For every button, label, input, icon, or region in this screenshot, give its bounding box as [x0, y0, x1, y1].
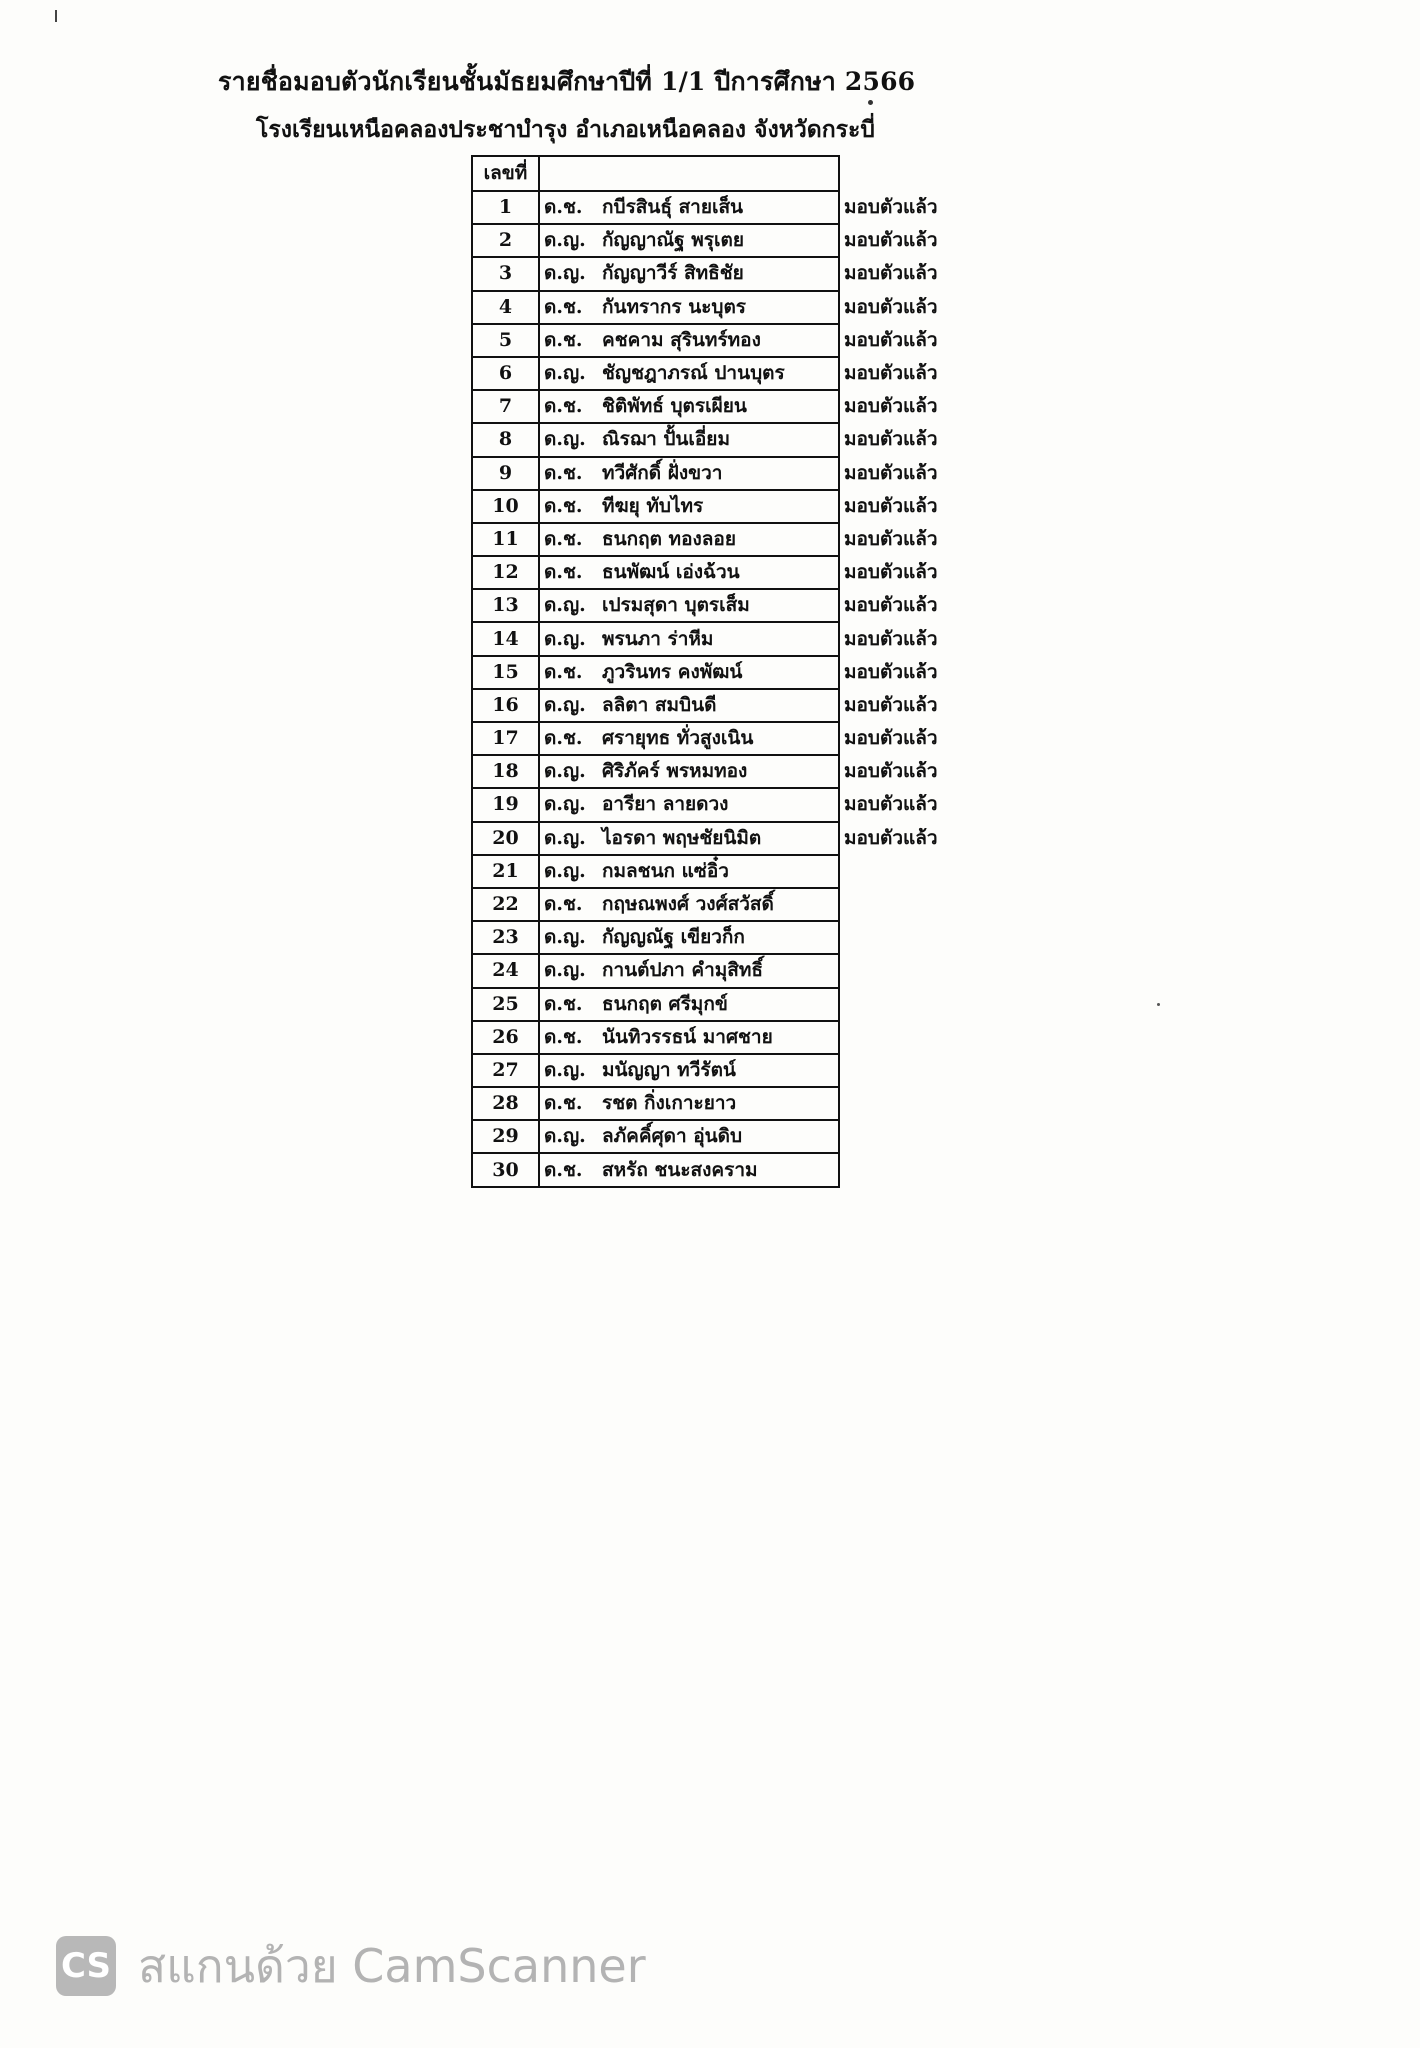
- table-row: [472, 855, 949, 888]
- row-number: 22: [472, 888, 539, 921]
- student-name: ศิริภัคร์ พรหมทอง: [602, 760, 748, 783]
- table-row: [472, 423, 949, 456]
- row-number: 7: [472, 390, 539, 423]
- row-number: 10: [472, 490, 539, 523]
- table-row: [472, 357, 949, 390]
- row-number: 2: [472, 224, 539, 257]
- table-row: [472, 257, 949, 290]
- student-name: คชคาม สุรินทร์ทอง: [602, 328, 761, 351]
- student-name: ชัญชฎาภรณ์ ปานบุตร: [602, 362, 785, 385]
- student-name-cell: [539, 390, 839, 423]
- name-prefix: ด.ช.: [544, 461, 583, 484]
- row-number: 23: [472, 921, 539, 954]
- row-number: 25: [472, 988, 539, 1021]
- student-name-cell: [539, 1120, 839, 1153]
- student-name-cell: [539, 921, 839, 954]
- student-name-cell: [539, 722, 839, 755]
- student-name-cell: [539, 357, 839, 390]
- enrollment-status: มอบตัวแล้ว: [844, 793, 938, 816]
- student-roster-table: [471, 155, 950, 1188]
- row-number: 19: [472, 788, 539, 821]
- row-number: 11: [472, 523, 539, 556]
- table-row: [472, 788, 949, 821]
- enrollment-status: มอบตัวแล้ว: [844, 395, 938, 418]
- name-prefix: ด.ญ.: [544, 262, 586, 285]
- student-name: ลลิตา สมบินดี: [602, 693, 717, 716]
- table-row: [472, 755, 949, 788]
- enrollment-status: มอบตัวแล้ว: [844, 295, 938, 318]
- name-prefix: ด.ญ.: [544, 859, 586, 882]
- table-row: [472, 988, 949, 1021]
- name-prefix: ด.ช.: [544, 561, 583, 584]
- student-name: กัญญณัฐ เขียวก็ก: [602, 926, 745, 949]
- scan-speck: [868, 100, 873, 105]
- table-row: [472, 656, 949, 689]
- row-number: 5: [472, 324, 539, 357]
- camscanner-watermark: [56, 1936, 646, 1996]
- enrollment-status: มอบตัวแล้ว: [844, 760, 938, 783]
- table-row: [472, 1021, 949, 1054]
- student-name: มนัญญา ทวีรัตน์: [602, 1058, 736, 1081]
- name-prefix: ด.ช.: [544, 1158, 583, 1181]
- name-prefix: ด.ญ.: [544, 693, 586, 716]
- name-prefix: ด.ญ.: [544, 760, 586, 783]
- student-name-cell: [539, 324, 839, 357]
- student-name-cell: [539, 589, 839, 622]
- row-number: 3: [472, 257, 539, 290]
- name-prefix: ด.ช.: [544, 328, 583, 351]
- student-name: เปรมสุดา บุตรเส็ม: [602, 594, 750, 617]
- enrollment-status: มอบตัวแล้ว: [844, 229, 938, 252]
- row-number: 8: [472, 423, 539, 456]
- student-name-cell: [539, 656, 839, 689]
- student-name: ณิรฌา ปั้นเอี่ยม: [602, 428, 730, 451]
- student-name-cell: [539, 622, 839, 655]
- name-prefix: ด.ช.: [544, 1092, 583, 1115]
- student-name: อารียา ลายดวง: [602, 793, 729, 816]
- student-name-cell: [539, 457, 839, 490]
- student-name-cell: [539, 1054, 839, 1087]
- row-number: 20: [472, 822, 539, 855]
- row-number: 24: [472, 954, 539, 987]
- name-prefix: ด.ญ.: [544, 229, 586, 252]
- table-row: [472, 490, 949, 523]
- student-name: ทวีศักดิ์ ฝั่งขวา: [602, 461, 723, 484]
- table-row: [472, 390, 949, 423]
- name-prefix: ด.ช.: [544, 727, 583, 750]
- table-row: [472, 1153, 949, 1186]
- student-name-cell: [539, 490, 839, 523]
- row-number: 1: [472, 191, 539, 224]
- enrollment-status: มอบตัวแล้ว: [844, 461, 938, 484]
- row-number: 28: [472, 1087, 539, 1120]
- student-name: กฤษณพงศ์ วงศ์สวัสดิ์: [602, 893, 774, 916]
- student-name: ศรายุทธ ทั่วสูงเนิน: [602, 727, 754, 750]
- row-number: 6: [472, 357, 539, 390]
- enrollment-status: [839, 888, 949, 921]
- enrollment-status: มอบตัวแล้ว: [844, 196, 938, 219]
- table-row: [472, 523, 949, 556]
- row-number: 27: [472, 1054, 539, 1087]
- enrollment-status: มอบตัวแล้ว: [844, 262, 938, 285]
- name-prefix: ด.ช.: [544, 527, 583, 550]
- name-prefix: ด.ญ.: [544, 428, 586, 451]
- name-prefix: ด.ช.: [544, 893, 583, 916]
- table-row: [472, 191, 949, 224]
- enrollment-status: มอบตัวแล้ว: [844, 594, 938, 617]
- student-name-cell: [539, 954, 839, 987]
- table-row: [472, 291, 949, 324]
- student-name: กบีรสินธุ์ สายเส็น: [602, 196, 744, 219]
- scan-speck: [1157, 1003, 1160, 1006]
- student-name: กันทรากร นะบุตร: [602, 295, 747, 318]
- name-prefix: ด.ญ.: [544, 1125, 586, 1148]
- name-prefix: ด.ญ.: [544, 594, 586, 617]
- student-name-cell: [539, 1153, 839, 1186]
- student-name-cell: [539, 291, 839, 324]
- student-name: ไอรดา พฤษชัยนิมิต: [602, 826, 762, 849]
- row-number: 21: [472, 855, 539, 888]
- row-number: 16: [472, 689, 539, 722]
- row-number: 29: [472, 1120, 539, 1153]
- student-name: กานต์ปภา คำมุสิทธิ์: [602, 959, 763, 982]
- enrollment-status: มอบตัวแล้ว: [844, 693, 938, 716]
- student-name-cell: [539, 224, 839, 257]
- column-header-name: [539, 156, 839, 191]
- table-row: [472, 1120, 949, 1153]
- enrollment-status: [839, 921, 949, 954]
- name-prefix: ด.ญ.: [544, 959, 586, 982]
- student-name-cell: [539, 1087, 839, 1120]
- student-name-cell: [539, 423, 839, 456]
- name-prefix: ด.ญ.: [544, 826, 586, 849]
- enrollment-status: มอบตัวแล้ว: [844, 561, 938, 584]
- name-prefix: ด.ญ.: [544, 1058, 586, 1081]
- enrollment-status: มอบตัวแล้ว: [844, 527, 938, 550]
- enrollment-status: [839, 1120, 949, 1153]
- column-header-status: [839, 156, 949, 191]
- scan-mark: [55, 10, 57, 22]
- table-row: [472, 888, 949, 921]
- student-name-cell: [539, 822, 839, 855]
- student-name: กัญญาณัฐ พรุเตย: [602, 229, 744, 252]
- row-number: 4: [472, 291, 539, 324]
- student-name: รชต กิ่งเกาะยาว: [602, 1092, 737, 1115]
- student-name-cell: [539, 1021, 839, 1054]
- student-name-cell: [539, 257, 839, 290]
- document-title: รายชื่อมอบตัวนักเรียนชั้นมัธยมศึกษาปีที่ 1/1 ปีการศึกษา 2566: [218, 67, 916, 96]
- name-prefix: ด.ญ.: [544, 362, 586, 385]
- row-number: 30: [472, 1153, 539, 1186]
- student-name-cell: [539, 689, 839, 722]
- student-name: ทีฆยุ ทับไทร: [602, 494, 704, 517]
- enrollment-status: มอบตัวแล้ว: [844, 727, 938, 750]
- student-name: ภูวรินทร คงพัฒน์: [602, 660, 743, 683]
- row-number: 18: [472, 755, 539, 788]
- row-number: 26: [472, 1021, 539, 1054]
- name-prefix: ด.ช.: [544, 395, 583, 418]
- name-prefix: ด.ช.: [544, 1025, 583, 1048]
- enrollment-status: [839, 988, 949, 1021]
- enrollment-status: มอบตัวแล้ว: [844, 428, 938, 451]
- enrollment-status: [839, 855, 949, 888]
- row-number: 14: [472, 622, 539, 655]
- document-subtitle: โรงเรียนเหนือคลองประชาบำรุง อำเภอเหนือคลอง จังหวัดกระบี่: [256, 116, 875, 143]
- enrollment-status: มอบตัวแล้ว: [844, 627, 938, 650]
- student-name: กัญญาวีร์ สิทธิชัย: [602, 262, 744, 285]
- student-name: นันทิวรรธน์ มาศชาย: [602, 1025, 773, 1048]
- table-row: [472, 556, 949, 589]
- table-row: [472, 1087, 949, 1120]
- row-number: 15: [472, 656, 539, 689]
- student-name: ธนพัฒน์ เอ่งฉ้วน: [602, 561, 740, 584]
- table-row: [472, 457, 949, 490]
- row-number: 17: [472, 722, 539, 755]
- table-row: [472, 1054, 949, 1087]
- student-name: สหรัถ ชนะสงคราม: [602, 1158, 758, 1181]
- row-number: 9: [472, 457, 539, 490]
- row-number: 13: [472, 589, 539, 622]
- table-row: [472, 324, 949, 357]
- camscanner-logo-icon: CS: [56, 1936, 116, 1996]
- student-name: ธนกฤต ศรีมุกข์: [602, 992, 728, 1015]
- table-row: [472, 822, 949, 855]
- table-row: [472, 921, 949, 954]
- student-name-cell: [539, 888, 839, 921]
- table-header-row: [472, 156, 949, 191]
- student-name: พรนภา ร่าหีม: [602, 627, 714, 650]
- enrollment-status: [839, 1021, 949, 1054]
- student-name-cell: [539, 191, 839, 224]
- student-name-cell: [539, 855, 839, 888]
- student-name: ลภัคคิ์ศุดา อุ่นดิบ: [602, 1125, 743, 1148]
- student-name-cell: [539, 788, 839, 821]
- column-header-number: เลขที่: [472, 156, 539, 191]
- student-name-cell: [539, 556, 839, 589]
- table-row: [472, 224, 949, 257]
- watermark-text: สแกนด้วย CamScanner: [138, 1938, 646, 1993]
- table-row: [472, 589, 949, 622]
- enrollment-status: [839, 954, 949, 987]
- enrollment-status: [839, 1087, 949, 1120]
- enrollment-status: [839, 1054, 949, 1087]
- row-number: 12: [472, 556, 539, 589]
- enrollment-status: [839, 1153, 949, 1186]
- enrollment-status: มอบตัวแล้ว: [844, 494, 938, 517]
- student-name: กมลชนก แซ่อิ๋ว: [602, 859, 729, 882]
- name-prefix: ด.ญ.: [544, 793, 586, 816]
- student-name-cell: [539, 755, 839, 788]
- enrollment-status: มอบตัวแล้ว: [844, 826, 938, 849]
- table-row: [472, 954, 949, 987]
- name-prefix: ด.ญ.: [544, 926, 586, 949]
- name-prefix: ด.ช.: [544, 660, 583, 683]
- name-prefix: ด.ช.: [544, 295, 583, 318]
- student-name-cell: [539, 988, 839, 1021]
- table-row: [472, 689, 949, 722]
- enrollment-status: มอบตัวแล้ว: [844, 328, 938, 351]
- student-name: ชิติพัทธ์ บุตรเผียน: [602, 395, 747, 418]
- name-prefix: ด.ช.: [544, 196, 583, 219]
- table-row: [472, 722, 949, 755]
- table-row: [472, 622, 949, 655]
- enrollment-status: มอบตัวแล้ว: [844, 362, 938, 385]
- student-name: ธนกฤต ทองลอย: [602, 527, 736, 550]
- name-prefix: ด.ช.: [544, 494, 583, 517]
- name-prefix: ด.ช.: [544, 992, 583, 1015]
- enrollment-status: มอบตัวแล้ว: [844, 660, 938, 683]
- student-name-cell: [539, 523, 839, 556]
- name-prefix: ด.ญ.: [544, 627, 586, 650]
